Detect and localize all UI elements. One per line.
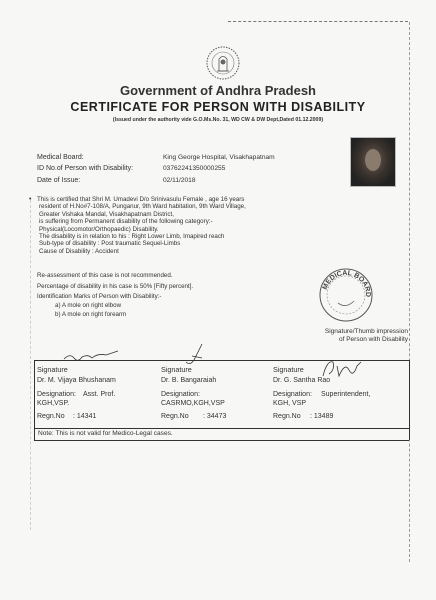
authority-line: (Issued under the authority vide G.O.Ms.No. 31, WD CW & DW Dept,Dated 01.12.2009) <box>112 117 324 123</box>
signatory-1-regn-value: : 14341 <box>73 413 97 420</box>
signatory-3-regn-label: Regn.No <box>273 413 301 420</box>
thumb-caption-line1: Signature/Thumb impression <box>324 328 408 335</box>
reassessment-text: Re-assessment of this case is not recommended. <box>37 272 173 279</box>
body-line: This is certified that Shri M. Umadevi D/o Srinivasulu Female , age 16 years <box>37 196 245 203</box>
bullet-icon: • <box>29 196 32 203</box>
signatory-3-regn-value: : 13489 <box>310 413 334 420</box>
stamp-text: MEDICAL BOARD <box>321 269 372 298</box>
identification-marks-label: Identification Marks of Person with Disability:- <box>37 293 162 300</box>
thumb-caption-line2: of Person with Disability <box>339 336 408 343</box>
certificate-title: CERTIFICATE FOR PERSON WITH DISABILITY <box>70 100 366 114</box>
government-title: Government of Andhra Pradesh <box>120 83 316 98</box>
signatory-1-regn-label: Regn.No <box>37 413 65 420</box>
signatory-1-heading: Signature <box>37 365 68 374</box>
top-dashed-border <box>228 21 408 22</box>
emblem-seal-icon <box>205 45 241 81</box>
signatory-1-designation-label: Designation: <box>37 391 76 398</box>
svg-text:MEDICAL BOARD <box>322 270 371 297</box>
signatory-1-place: KGH,VSP. <box>37 400 70 407</box>
signatory-2-designation: CASRMO,KGH,VSP <box>161 400 225 407</box>
medical-board-label: Medical Board: <box>37 154 84 161</box>
signatory-3-heading: Signature <box>273 365 304 374</box>
signature-table-bottom-border <box>34 440 409 441</box>
table-left-border <box>34 360 35 440</box>
identification-mark-b: b) A mole on right forearm <box>55 311 127 318</box>
signatory-2-designation-label: Designation: <box>161 391 200 398</box>
medical-board-value: King George Hospital, Visakhapatnam <box>163 154 275 161</box>
signature-table-middle-border <box>34 428 409 429</box>
signature-1-handwriting <box>62 349 122 365</box>
body-line: is suffering from Permanent disability of the following category:- <box>39 218 213 226</box>
id-number-label: ID No.of Person with Disability: <box>37 165 134 172</box>
date-of-issue-value: 02/11/2018 <box>163 177 196 184</box>
signatory-3-designation: Superintendent, <box>321 391 371 398</box>
signatory-3-designation-label: Designation: <box>273 391 312 398</box>
identification-mark-a: a) A mole on right elbow <box>55 302 122 309</box>
photo-face <box>365 149 381 171</box>
signatory-2-regn-value: : 34473 <box>203 413 227 420</box>
body-line: The disability is in relation to his : Right Lower Limb, Imapired reach <box>39 233 225 241</box>
id-number-value: 03762241350000255 <box>163 165 226 172</box>
percentage-text: Percentage of disability in his case is 50% [Fifty percent]. <box>37 283 194 290</box>
medical-board-stamp-icon <box>316 265 376 325</box>
date-of-issue-label: Date of Issue: <box>37 177 81 184</box>
signatory-3-name: Dr. G. Santha Rao <box>273 377 331 384</box>
signatory-1-designation: Asst. Prof. <box>83 391 116 398</box>
body-line: Cause of Disability : Accident <box>39 247 119 255</box>
table-right-border <box>409 360 410 440</box>
signatory-2-name: Dr. B. Bangaraiah <box>161 377 217 384</box>
left-dashed-border <box>30 200 31 530</box>
signatory-3-place: KGH, VSP <box>273 400 307 407</box>
signatory-2-heading: Signature <box>161 365 192 374</box>
person-photo <box>350 137 396 187</box>
body-line: Greater Vishaka Mandal, Visakhapatnam District, <box>39 210 174 218</box>
body-line: Sub-type of disability : Post traumatic Sequel-Limbs <box>39 240 181 248</box>
legal-note: Note: This is not valid for Medico-Legal cases. <box>38 430 173 437</box>
signatory-2-regn-label: Regn.No <box>161 413 189 420</box>
signatory-1-name: Dr. M. Vijaya Bhushanam <box>37 377 116 384</box>
body-line: resident of H.No#7-108/A, Punganur, 9th Ward habitation, 9th Ward Village, <box>39 203 246 211</box>
thumb-impression-caption <box>325 328 408 344</box>
certification-body <box>29 196 357 255</box>
body-line: Physical(Locomotor/Orthopaedic) Disability. <box>39 225 159 233</box>
